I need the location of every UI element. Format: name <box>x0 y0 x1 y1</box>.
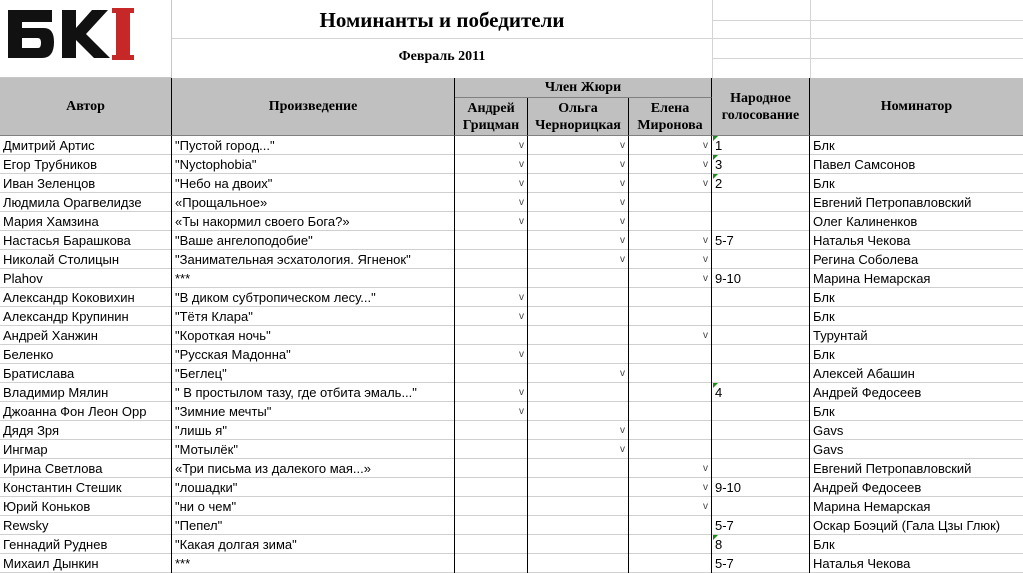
table-row <box>0 535 1023 554</box>
author-cell[interactable]: Егор Трубников <box>0 155 172 174</box>
jury-check-cell[interactable] <box>528 497 629 516</box>
work-cell[interactable]: "Русская Мадонна" <box>172 345 455 364</box>
jury-check-cell[interactable] <box>629 383 712 402</box>
table-row <box>0 250 1023 269</box>
jury-check-cell[interactable] <box>629 535 712 554</box>
vote-cell[interactable] <box>712 288 810 307</box>
jury-check-cell[interactable]: v <box>455 136 528 155</box>
jury-check-cell[interactable] <box>629 554 712 573</box>
work-cell[interactable]: "Nyctophobia" <box>172 155 455 174</box>
table-row <box>0 440 1023 459</box>
jury-check-cell[interactable]: v <box>629 478 712 497</box>
page-subtitle: Февраль 2011 <box>398 49 486 64</box>
vote-cell[interactable] <box>712 307 810 326</box>
jury-check-cell[interactable] <box>629 212 712 231</box>
jury-check-cell[interactable] <box>528 535 629 554</box>
bk-logo-icon <box>4 4 136 62</box>
work-cell[interactable]: "лишь я" <box>172 421 455 440</box>
work-cell[interactable]: "Занимательная эсхатология. Ягненок" <box>172 250 455 269</box>
work-cell[interactable]: " В простылом тазу, где отбита эмаль..." <box>172 383 455 402</box>
jury-check-cell[interactable]: v <box>629 269 712 288</box>
vote-cell[interactable]: 9-10 <box>712 478 810 497</box>
table-row <box>0 307 1023 326</box>
vote-cell[interactable] <box>712 459 810 478</box>
grid-line <box>810 0 811 78</box>
jury-check-cell[interactable]: v <box>629 459 712 478</box>
comment-marker-icon <box>713 535 718 540</box>
header-work: Произведение <box>172 78 455 136</box>
jury-check-cell[interactable]: v <box>455 307 528 326</box>
jury-check-cell[interactable] <box>629 421 712 440</box>
author-cell[interactable]: Юрий Коньков <box>0 497 172 516</box>
jury-check-cell[interactable]: v <box>528 364 629 383</box>
jury-check-cell[interactable] <box>528 459 629 478</box>
table-row <box>0 554 1023 573</box>
jury-check-cell[interactable] <box>455 535 528 554</box>
jury-check-cell[interactable] <box>528 269 629 288</box>
nominator-cell[interactable]: Блк <box>813 537 835 552</box>
comment-marker-icon <box>713 136 718 141</box>
jury-check-cell[interactable]: v <box>528 193 629 212</box>
jury-check-cell[interactable] <box>629 440 712 459</box>
jury-check-cell[interactable]: v <box>528 212 629 231</box>
work-cell[interactable]: "Беглец" <box>172 364 455 383</box>
work-cell[interactable]: "В диком субтропическом лесу..." <box>172 288 455 307</box>
nominator-cell[interactable]: Алексей Абашин <box>813 366 915 381</box>
vote-cell[interactable]: 5-7 <box>712 554 810 573</box>
jury-check-cell[interactable]: v <box>629 155 712 174</box>
table-row <box>0 269 1023 288</box>
jury-check-cell[interactable]: v <box>528 440 629 459</box>
jury-check-cell[interactable] <box>455 459 528 478</box>
author-cell[interactable]: Константин Стешик <box>0 478 172 497</box>
author-cell[interactable]: Настасья Барашкова <box>0 231 172 250</box>
header-author: Автор <box>0 78 172 136</box>
jury-check-cell[interactable]: v <box>528 136 629 155</box>
vote-cell[interactable]: 5-7 <box>712 516 810 535</box>
vote-cell[interactable] <box>712 250 810 269</box>
grid-line <box>172 38 1023 39</box>
jury-check-cell[interactable] <box>455 478 528 497</box>
jury-check-cell[interactable]: v <box>528 231 629 250</box>
table-row <box>0 421 1023 440</box>
jury-check-cell[interactable] <box>455 421 528 440</box>
table-row <box>0 212 1023 231</box>
author-cell[interactable]: Андрей Ханжин <box>0 326 172 345</box>
author-cell[interactable]: Николай Столицын <box>0 250 172 269</box>
jury-check-cell[interactable]: v <box>528 155 629 174</box>
work-cell[interactable]: «Прощальное» <box>172 193 455 212</box>
table-row <box>0 459 1023 478</box>
nominator-cell[interactable]: Блк <box>813 347 835 362</box>
nominator-cell[interactable]: Андрей Федосеев <box>813 385 922 400</box>
jury-check-cell[interactable] <box>629 345 712 364</box>
nominator-cell[interactable]: Павел Самсонов <box>813 157 916 172</box>
jury-check-cell[interactable]: v <box>629 326 712 345</box>
table-row <box>0 231 1023 250</box>
work-cell[interactable]: *** <box>172 554 455 573</box>
work-cell[interactable]: *** <box>172 269 455 288</box>
author-cell[interactable]: Владимир Мялин <box>0 383 172 402</box>
author-cell[interactable]: Джоанна Фон Леон Орр <box>0 402 172 421</box>
nominator-cell[interactable]: Блк <box>813 290 835 305</box>
jury-check-cell[interactable] <box>455 231 528 250</box>
table-row <box>0 155 1023 174</box>
vote-cell[interactable] <box>712 326 810 345</box>
header-nominator: Номинатор <box>810 78 1023 136</box>
comment-marker-icon <box>713 174 718 179</box>
author-cell[interactable]: Иван Зеленцов <box>0 174 172 193</box>
vote-cell[interactable] <box>712 212 810 231</box>
work-cell[interactable]: "Мотылёк" <box>172 440 455 459</box>
jury-check-cell[interactable] <box>455 250 528 269</box>
nominator-cell[interactable]: Марина Немарская <box>813 271 931 286</box>
work-cell[interactable]: "Ваше ангелоподобие" <box>172 231 455 250</box>
nominator-cell[interactable]: Олег Калиненков <box>813 214 918 229</box>
vote-cell[interactable]: 2 <box>712 174 810 193</box>
table-row <box>0 478 1023 497</box>
nominator-cell[interactable]: Блк <box>813 404 835 419</box>
jury-check-cell[interactable] <box>629 193 712 212</box>
table-row <box>0 497 1023 516</box>
jury-check-cell[interactable]: v <box>455 193 528 212</box>
author-cell[interactable]: Михаил Дынкин <box>0 554 172 573</box>
table-header <box>0 78 1023 136</box>
grid-line <box>712 20 1023 21</box>
jury-check-cell[interactable] <box>528 402 629 421</box>
jury-check-cell[interactable] <box>455 269 528 288</box>
author-cell[interactable]: Ингмар <box>0 440 172 459</box>
header-jury-2: Ольга Чернорицкая <box>528 98 629 136</box>
table-row <box>0 402 1023 421</box>
table-row <box>0 383 1023 402</box>
jury-check-cell[interactable]: v <box>455 288 528 307</box>
author-cell[interactable]: Александр Крупинин <box>0 307 172 326</box>
grid-line <box>712 58 1023 59</box>
table-row <box>0 345 1023 364</box>
vote-cell[interactable] <box>712 364 810 383</box>
vote-cell[interactable] <box>712 402 810 421</box>
table-row <box>0 288 1023 307</box>
nominator-cell[interactable]: Турунтай <box>813 328 868 343</box>
table-row <box>0 364 1023 383</box>
jury-check-cell[interactable]: v <box>629 497 712 516</box>
table-row <box>0 516 1023 535</box>
jury-check-cell[interactable] <box>629 364 712 383</box>
author-cell[interactable]: Дядя Зря <box>0 421 172 440</box>
jury-check-cell[interactable] <box>528 345 629 364</box>
jury-check-cell[interactable] <box>455 497 528 516</box>
vote-cell[interactable]: 5-7 <box>712 231 810 250</box>
work-cell[interactable]: "Какая долгая зима" <box>172 535 455 554</box>
jury-check-cell[interactable] <box>455 326 528 345</box>
comment-marker-icon <box>713 155 718 160</box>
jury-check-cell[interactable] <box>455 364 528 383</box>
header-jury-3: Елена Миронова <box>629 98 712 136</box>
jury-check-cell[interactable]: v <box>528 250 629 269</box>
jury-check-cell[interactable] <box>629 288 712 307</box>
jury-check-cell[interactable] <box>455 554 528 573</box>
jury-check-cell[interactable]: v <box>455 155 528 174</box>
author-cell[interactable]: Беленко <box>0 345 172 364</box>
jury-check-cell[interactable] <box>528 554 629 573</box>
vote-cell[interactable]: 9-10 <box>712 269 810 288</box>
jury-check-cell[interactable] <box>629 516 712 535</box>
nominator-cell[interactable]: Регина Соболева <box>813 252 919 267</box>
jury-check-cell[interactable]: v <box>455 402 528 421</box>
nominator-cell[interactable]: Блк <box>813 138 835 153</box>
header-vote: Народное голосование <box>712 78 810 136</box>
work-cell[interactable]: "ни о чем" <box>172 497 455 516</box>
vote-cell[interactable]: 3 <box>712 155 810 174</box>
comment-marker-icon <box>713 383 718 388</box>
work-cell[interactable]: "Тётя Клара" <box>172 307 455 326</box>
vote-cell[interactable] <box>712 421 810 440</box>
logo <box>0 0 172 78</box>
nominator-cell[interactable]: Марина Немарская <box>813 499 931 514</box>
work-cell[interactable]: "Короткая ночь" <box>172 326 455 345</box>
vote-cell[interactable] <box>712 345 810 364</box>
vote-cell[interactable] <box>712 440 810 459</box>
nominator-cell[interactable]: Евгений Петропавловский <box>813 195 972 210</box>
jury-check-cell[interactable] <box>528 383 629 402</box>
jury-check-cell[interactable]: v <box>455 383 528 402</box>
nominator-cell[interactable]: Наталья Чекова <box>813 233 911 248</box>
page-title: Номинанты и победители <box>319 8 565 32</box>
nominator-cell[interactable]: Блк <box>813 176 835 191</box>
header-jury-group: Член Жюри <box>455 78 712 98</box>
jury-check-cell[interactable] <box>528 478 629 497</box>
vote-cell[interactable]: 1 <box>712 136 810 155</box>
jury-check-cell[interactable]: v <box>629 136 712 155</box>
jury-check-cell[interactable]: v <box>629 174 712 193</box>
header-jury-1: Андрей Грицман <box>455 98 528 136</box>
vote-cell[interactable]: 8 <box>712 535 810 554</box>
jury-check-cell[interactable]: v <box>455 345 528 364</box>
jury-check-cell[interactable] <box>455 516 528 535</box>
jury-check-cell[interactable] <box>629 402 712 421</box>
vote-cell[interactable] <box>712 193 810 212</box>
work-cell[interactable]: "Зимние мечты" <box>172 402 455 421</box>
vote-cell[interactable]: 4 <box>712 383 810 402</box>
grid-line <box>712 0 713 78</box>
nominator-cell[interactable]: Блк <box>813 309 835 324</box>
jury-check-cell[interactable] <box>528 326 629 345</box>
vote-cell[interactable] <box>712 497 810 516</box>
jury-check-cell[interactable]: v <box>528 421 629 440</box>
nominator-cell[interactable]: Андрей Федосеев <box>813 480 922 495</box>
work-cell[interactable]: «Ты накормил своего Бога?» <box>172 212 455 231</box>
work-cell[interactable]: "Пустой город..." <box>172 136 455 155</box>
nominator-cell[interactable]: Наталья Чекова <box>813 556 911 571</box>
work-cell[interactable]: "Небо на двоих" <box>172 174 455 193</box>
title-area <box>172 0 712 78</box>
author-cell[interactable]: Ирина Светлова <box>0 459 172 478</box>
jury-check-cell[interactable] <box>629 307 712 326</box>
author-cell[interactable]: Мария Хамзина <box>0 212 172 231</box>
table-row <box>0 136 1023 155</box>
nominator-cell[interactable]: Евгений Петропавловский <box>813 461 972 476</box>
author-cell[interactable]: Геннадий Руднев <box>0 535 172 554</box>
jury-check-cell[interactable] <box>455 440 528 459</box>
table-row <box>0 326 1023 345</box>
table-row <box>0 174 1023 193</box>
table-row <box>0 193 1023 212</box>
author-cell[interactable]: Plahov <box>0 269 172 288</box>
author-cell[interactable]: Братислава <box>0 364 172 383</box>
jury-check-cell[interactable] <box>528 288 629 307</box>
work-cell[interactable]: "лошадки" <box>172 478 455 497</box>
nominator-cell[interactable]: Gavs <box>813 423 844 438</box>
jury-check-cell[interactable]: v <box>455 174 528 193</box>
jury-check-cell[interactable]: v <box>629 231 712 250</box>
nominator-cell[interactable]: Оскар Боэций (Гала Цзы Глюк) <box>813 518 1001 533</box>
nominator-cell[interactable]: Gavs <box>813 442 844 457</box>
author-cell[interactable]: Дмитрий Артис <box>0 136 172 155</box>
jury-check-cell[interactable] <box>528 516 629 535</box>
jury-check-cell[interactable]: v <box>455 212 528 231</box>
jury-check-cell[interactable]: v <box>528 174 629 193</box>
author-cell[interactable]: Rewsky <box>0 516 172 535</box>
author-cell[interactable]: Александр Коковихин <box>0 288 172 307</box>
jury-check-cell[interactable]: v <box>629 250 712 269</box>
author-cell[interactable]: Людмила Орагвелидзе <box>0 193 172 212</box>
work-cell[interactable]: «Три письма из далекого мая...» <box>172 459 455 478</box>
jury-check-cell[interactable] <box>528 307 629 326</box>
work-cell[interactable]: "Пепел" <box>172 516 455 535</box>
